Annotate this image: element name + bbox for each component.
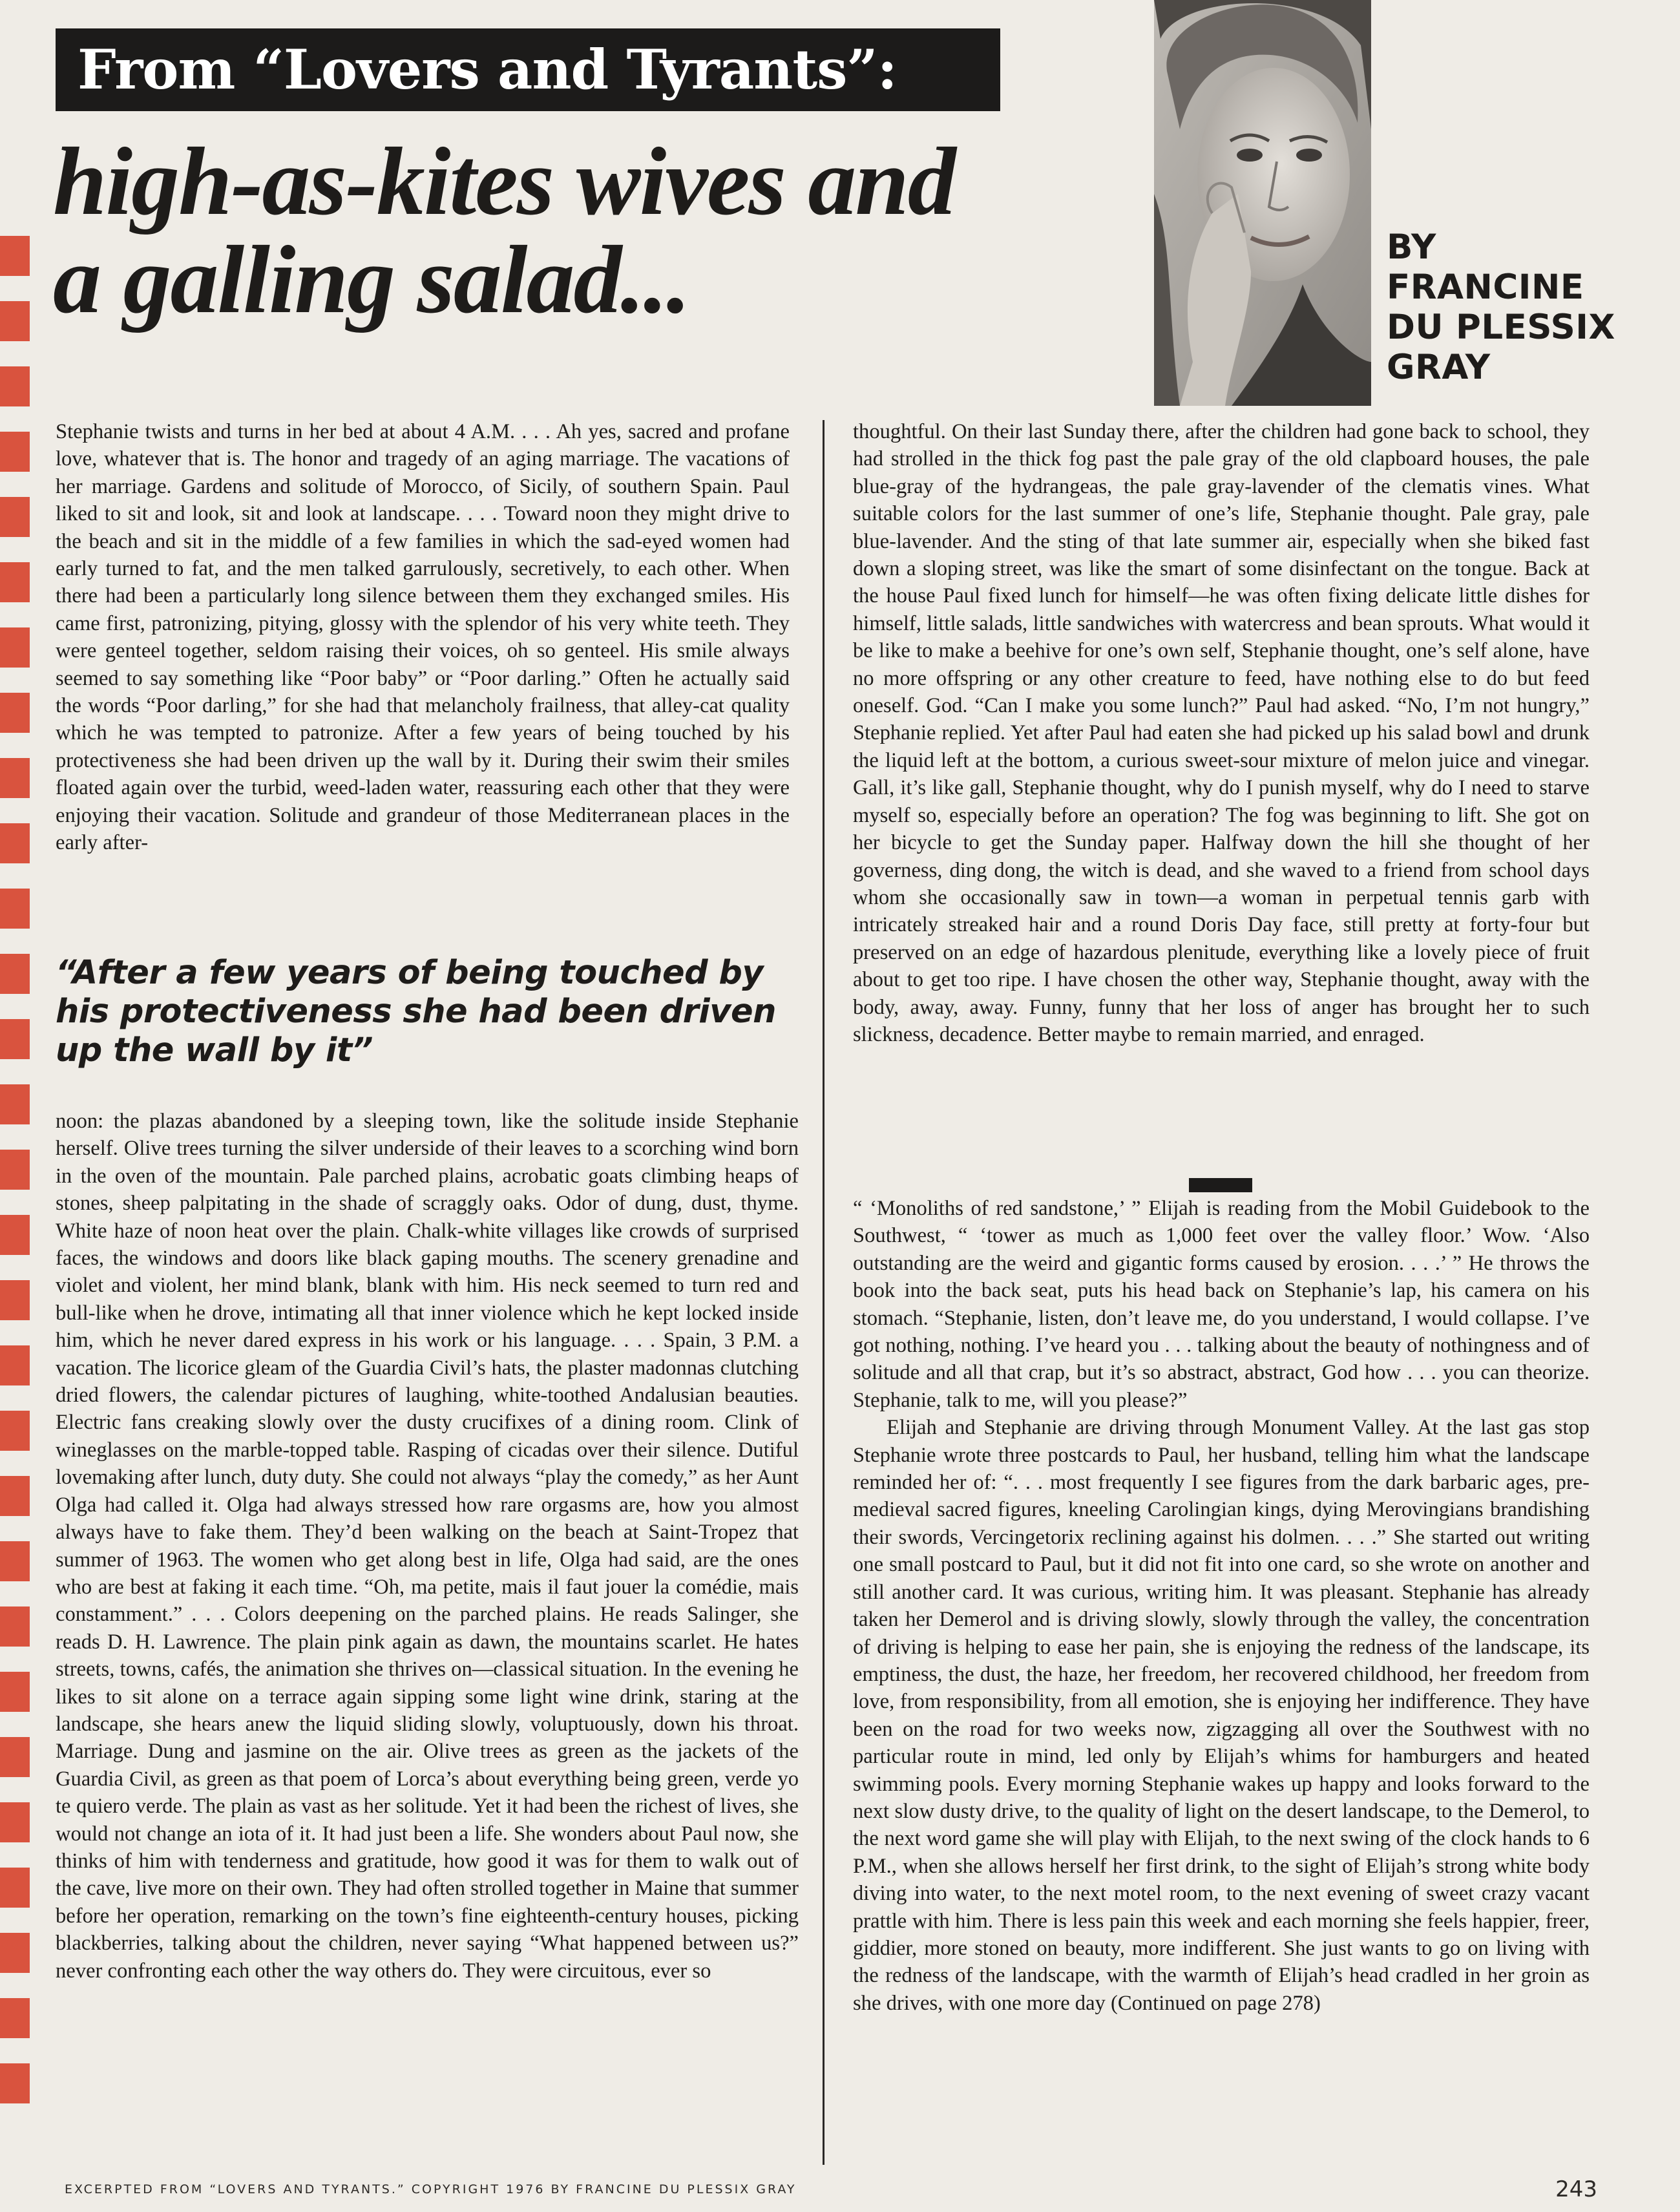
margin-tab — [0, 1411, 30, 1451]
margin-tab — [0, 1737, 30, 1777]
margin-tab — [0, 432, 30, 472]
margin-tab — [0, 758, 30, 798]
page-number: 243 — [1555, 2176, 1597, 2202]
byline-line: GRAY — [1387, 348, 1491, 387]
body-column-1-top — [56, 418, 790, 922]
margin-tab — [0, 1541, 30, 1581]
headline-line-2: a galling salad... — [53, 226, 689, 333]
column-divider — [823, 420, 824, 2165]
margin-tab — [0, 1280, 30, 1320]
body-column-2-top — [853, 418, 1590, 1174]
margin-tab — [0, 497, 30, 537]
author-portrait — [1154, 0, 1371, 406]
margin-tab — [0, 1933, 30, 1973]
pull-quote: “After a few years of being touched by his protectiveness she had been driven up the wall by it” — [56, 954, 776, 1069]
margin-tab — [0, 1868, 30, 1908]
headline — [53, 128, 1048, 333]
body-paragraph: noon: the plazas abandoned by a sleeping town, like the solitude inside Stephanie herself. Olive trees turning the silver underside of their leaves to a scorching wind born in the oven of the mountain. Pale parched plains, acrobatic goats climbing heaps of stones, sheep palpitating in the shade of scraggly oaks. Odor of dung, dust, thyme. White haze of noon heat over the plain. Chalk-white villages like crowds of surprised faces, the windows and doors like black gaping mouths. The scenery grenadine and violet and violent, her mind blank, blank with him. His neck seemed to turn red and bull-like when he drove, intimating all that inner violence which he kept locked inside him, which he never dared express in his work or his language. . . . Spain, 3 P.M. a vacation. The licorice gleam of the Guardia Civil’s hats, the plaster madonnas clutching dried flowers, the calendar pictures of laughing, white-toothed Andalusian beauties. Electric fans creaking slowly over the dusty crucifixes of a dining room. Clink of wineglasses on the marble-topped table. Rasping of cicadas over their silence. Dutiful lovemaking after lunch, duty duty. She could not always “play the comedy,” as her Aunt Olga had called it. Olga had always stressed how rare orgasms are, how you almost always have to fake them. They’d been walking on the beach at Saint-Tropez that summer of 1963. The women who get along best in life, Olga had said, are the ones who are best at faking it each time. “Oh, ma petite, mais il faut jouer la comédie, mais constamment.” . . . Colors deepening on the parched plains. He reads Salinger, she reads D. H. Lawrence. The plain pink again as dawn, the mountains scarlet. He hates streets, towns, cafés, the animation she thrives on—classical situation. In the evening he likes to sit alone on a terrace again sipping some light wine drink, staring at the landscape, she hears anew the liquid sliding slowly, voluptuously, down his throat. Marriage. Dung and jasmine on the air. Olive trees as green as the jackets of the Guardia Civil, as green as that poem of Lorca’s about everything being green, verde yo te quiero verde. The plain as vast as her solitude. Yet it had been the richest of lives, she would not change an iota of it. It had just been a life. She wonders about Paul now, she thinks of him with tenderness and gratitude, how good it was for them to walk out of the cave, live more on their own. They had often strolled together in Maine that summer before her operation, remarking on the town’s fine eighteenth-century houses, picking blackberries, talking about the children, never saying “What happened between us?” never confronting each other the way others do. They were circuitous, ever so — [56, 1110, 799, 1983]
body-column-2-bottom — [853, 1195, 1590, 2167]
margin-tab — [0, 1998, 30, 2038]
byline-line: FRANCINE — [1387, 268, 1584, 307]
copyright-footer: EXCERPTED FROM “LOVERS AND TYRANTS.” COPYRIGHT 1976 BY FRANCINE DU PLESSIX GRAY — [65, 2182, 797, 2196]
byline — [1387, 227, 1671, 388]
margin-tab — [0, 236, 30, 276]
margin-tabs — [0, 236, 30, 2129]
margin-tab — [0, 2063, 30, 2103]
margin-tab — [0, 562, 30, 602]
margin-tab — [0, 301, 30, 341]
body-paragraph: thoughtful. On their last Sunday there, after the children had gone back to school, they had strolled in the thick fog past the pale gray of the old clapboard houses, the pale blue-gray of the hydrangeas, the pale gray-lavender of the clematis vines. What suitable colors for the last summer of one’s life, Stephanie thought. Pale gray, pale blue-lavender. And the sting of that late summer air, especially when she biked fast down a sloping street, was like the smart of some disinfectant on the tongue. Back at the house Paul fixed lunch for himself—he was often fixing delicate little dishes for himself, little salads, little sandwiches with watercress and bean sprouts. What would it be like to make a beehive for one’s own self, Stephanie thought, one’s self alone, have no more offspring or any other creature to feed, have nothing else to do but feed oneself. God. “Can I make you some lunch?” Paul had asked. “No, I’m not hungry,” Stephanie replied. Yet after Paul had eaten she had picked up his salad bowl and drunk the liquid left at the bottom, a curious sweet-sour mixture of melon juice and vinegar. Gall, it’s like gall, Stephanie thought, why do I punish myself, why do I need to starve myself so, especially before an operation? The fog was beginning to lift. She got on her bicycle to get the Sunday paper. Halfway down the hill she thought of her governess, ding dong, the witch is dead, and she waved to a friend from school days whom she occasionally saw in town—a woman in perpetual tennis garb with intricately streaked hair and a round Doris Day face, still pretty at forty-four but preserved on an edge of hazardous plenitude, everything like a lovely piece of fruit about to get too ripe. I have chosen the other way, Stephanie thought, away with the body, away, away. Funny, funny that her loss of anger has brought her to such slickness, decadence. Better maybe to remain married, and enraged. — [853, 420, 1590, 1046]
margin-tab — [0, 693, 30, 733]
byline-line: DU PLESSIX — [1387, 308, 1615, 347]
margin-tab — [0, 1345, 30, 1385]
body-paragraph: Stephanie twists and turns in her bed at about 4 A.M. . . . Ah yes, sacred and profane love, whatever that is. The honor and tragedy of an aging marriage. The vacations of her marriage. Gardens and solitude of Morocco, of Sicily, of southern Spain. Paul liked to sit and look, sit and look at landscape. . . . Toward noon they might drive to the beach and sit in the middle of a few families in which the sad-eyed women had early turned to fat, and the men talked garrulously, secretively, to each other. When there had been a particularly long silence between them they exchanged smiles. His came first, patronizing, pitying, glossy with the splendor of his very white teeth. They were genteel together, seldom raising their voices, oh so genteel. His smile always seemed to say something like “Poor baby” or “Poor darling.” Often he actually said the words “Poor darling,” for she had that melancholy frailness, that alley-cat quality which he was tempted to patronize. After a few years of being touched by his protectiveness she had been driven up the wall by it. During their swim their smiles floated again over the turbid, weed-laden water, reassuring each other that they were enjoying their vacation. Solitude and grandeur of those Mediterranean places in the early after- — [56, 420, 790, 855]
body-paragraph: Elijah and Stephanie are driving through Monument Valley. At the last gas stop Stephanie wrote three postcards to Paul, her husband, telling him what the landscape reminded her of: “. . . most frequently I see figures from the dark barbaric ages, pre-medieval sacred figures, kneeling Carolingian kings, dying Merovingians brandishing their swords, Vercingetorix reclining against his dolmen. . . .” She started out writing one small postcard to Paul, but it did not fit into one card, so she wrote on another and still another card. It was curious, writing him. It was pleasant. Stephanie has already taken her Demerol and is driving slowly, slowly through the valley, the concentration of driving is helping to ease her pain, she is enjoying the redness of the landscape, its emptiness, the dust, the haze, her freedom, her recovered childhood, her freedom from love, from responsibility, from all emotion, she is enjoying her indifference. They have been on the road for two weeks now, zigzagging all over the Southwest with no particular route in mind, led only by Elijah’s whims for hamburgers and heated swimming pools. Every morning Stephanie wakes up happy and looks forward to the next slow dusty drive, to the quality of light on the desert landscape, to the Demerol, to the next word game she will play with Elijah, to the next swing of the clock hands to 6 P.M., when she allows herself her first drink, to the sight of Elijah’s strong white body diving into water, to the next motel room, to the next evening of sweet crazy vacant prattle with him. There is less pain this week and each morning she feels happier, freer, giddier, more stoned on beauty, more indifferent. She just wants to go on living with the redness of the landscape, with the warmth of Elijah’s head cradled in her groin as she drives, with one more day (Continued on page 278) — [853, 1416, 1590, 2015]
body-column-1-bottom — [56, 1108, 799, 2167]
margin-tab — [0, 1606, 30, 1647]
margin-tab — [0, 366, 30, 406]
margin-tab — [0, 1019, 30, 1059]
margin-tab — [0, 954, 30, 994]
section-break-mark — [1189, 1178, 1252, 1192]
headline-line-1: high-as-kites wives and — [53, 128, 955, 235]
margin-tab — [0, 1215, 30, 1255]
margin-tab — [0, 627, 30, 668]
margin-tab — [0, 1150, 30, 1190]
margin-tab — [0, 823, 30, 863]
margin-tab — [0, 1476, 30, 1516]
body-paragraph: “ ‘Monoliths of red sandstone,’ ” Elijah is reading from the Mobil Guidebook to the Southwest, “ ‘tower as much as 1,000 feet over the valley floor.’ Wow. ‘Also outstanding are the weird and gigantic forms caused by erosion. . . .’ ” He throws the book into the back seat, puts his head back on Stephanie’s lap, his camera on his stomach. “Stephanie, listen, don’t leave me, do you understand, I would collapse. I’ve got nothing, nothing. I’ve heard you . . . talking about the beauty of nothingness and of solitude and all that crap, but it’s so abstract, abstract, God how . . . you can theorize. Stephanie, talk to me, will you please?” — [853, 1197, 1590, 1412]
margin-tab — [0, 1802, 30, 1842]
margin-tab — [0, 1672, 30, 1712]
kicker-banner: From “Lovers and Tyrants”: — [56, 28, 1000, 111]
byline-line: BY — [1387, 227, 1436, 267]
margin-tab — [0, 1084, 30, 1124]
margin-tab — [0, 889, 30, 929]
